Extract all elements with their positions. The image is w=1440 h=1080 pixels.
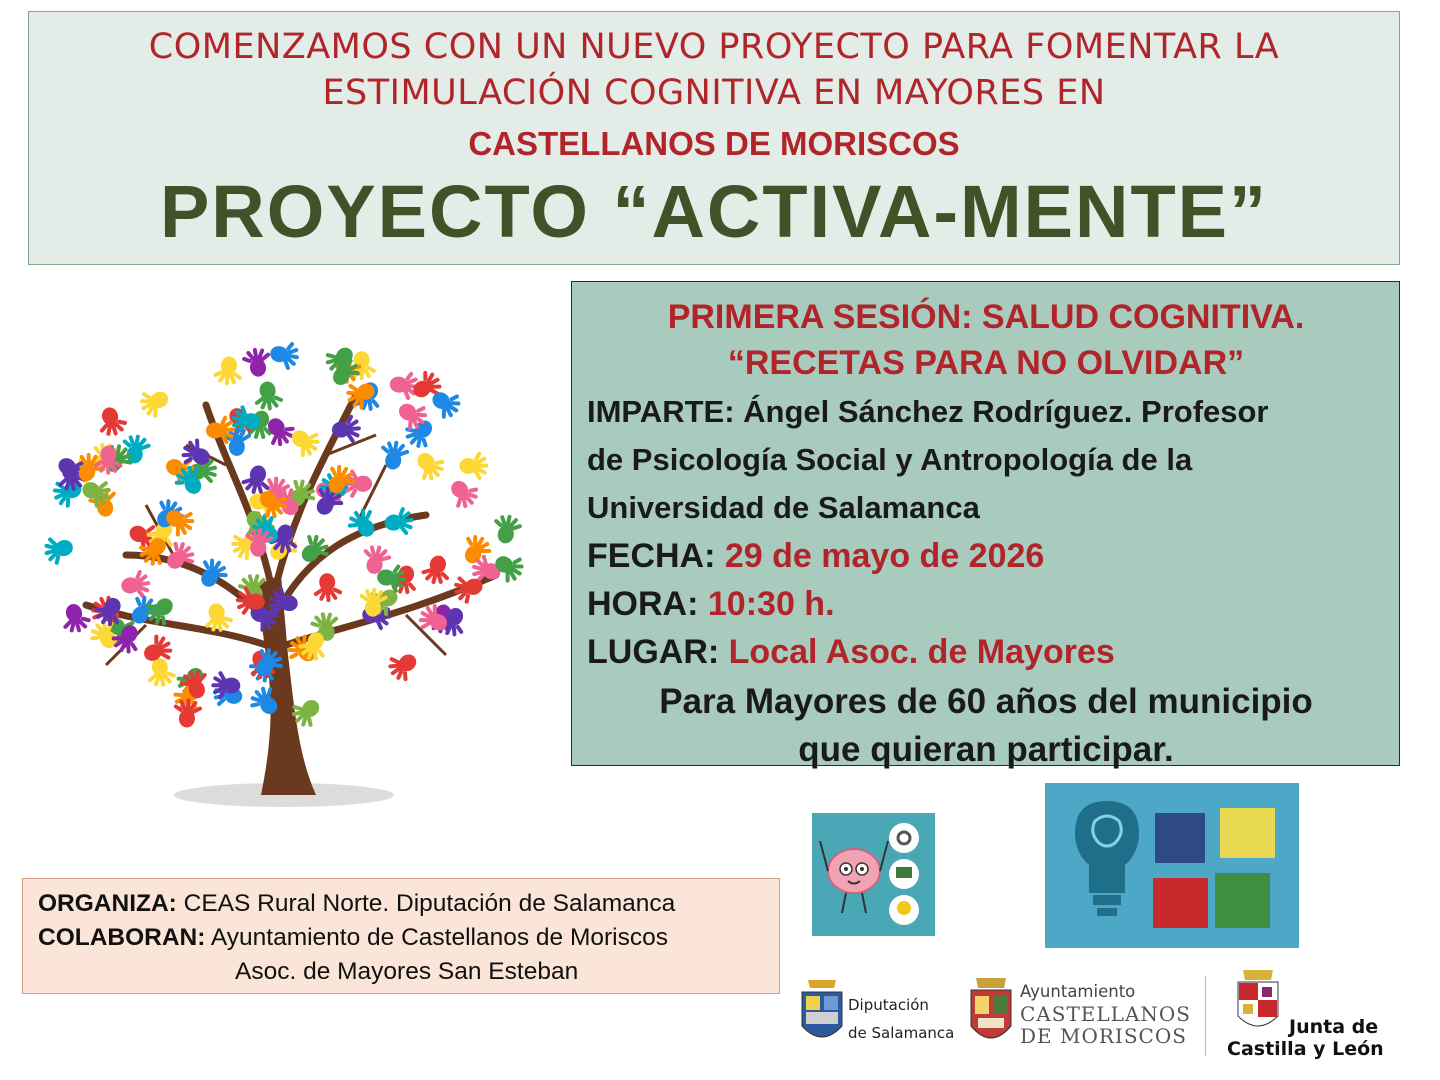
- audience-line1: Para Mayores de 60 años del municipio: [659, 682, 1313, 721]
- organiza-value: CEAS Rural Norte. Diputación de Salamanca: [183, 890, 676, 917]
- hand-shape: [41, 531, 77, 568]
- session-info-box: [571, 281, 1400, 769]
- hand-shape: [252, 380, 285, 412]
- date-value: 29 de mayo de 2026: [724, 537, 1045, 575]
- tree-of-hands-illustration: [26, 325, 546, 820]
- hand-shape: [212, 355, 245, 387]
- hand-shape: [120, 568, 152, 601]
- hand-shape: [459, 451, 489, 481]
- hand-shape: [93, 403, 130, 440]
- speaker-line1: IMPARTE: Ángel Sánchez Rodríguez. Profesor: [587, 394, 1269, 429]
- place-value: Local Asoc. de Mayores: [728, 633, 1115, 671]
- ayuntamiento-line2: CASTELLANOS: [1020, 1002, 1191, 1026]
- time-value: 10:30 h.: [707, 585, 835, 623]
- audience-line2: que quieran participar.: [798, 730, 1174, 769]
- speaker-line3: Universidad de Salamanca: [587, 490, 980, 525]
- place-label: LUGAR:: [587, 633, 720, 671]
- time-row: [587, 580, 1385, 628]
- session-subtitle: “RECETAS PARA NO OLVIDAR”: [727, 344, 1245, 382]
- organiza-row: [38, 887, 779, 921]
- hand-shape: [135, 382, 175, 422]
- header-town: CASTELLANOS DE MORISCOS: [468, 125, 960, 162]
- brain-character-icon: [812, 813, 935, 936]
- hand-shape: [489, 512, 524, 547]
- ayuntamiento-logo: [968, 974, 1191, 1054]
- hand-shape: [377, 438, 411, 472]
- speaker-line2: de Psicología Social y Antropología de la: [587, 442, 1193, 477]
- hand-shape: [240, 345, 274, 379]
- place-row: [587, 628, 1385, 676]
- junta-line2: Castilla y León: [1227, 1038, 1384, 1060]
- diputacion-line1: Diputación: [848, 996, 929, 1014]
- junta-line1: Junta de: [1289, 1016, 1379, 1038]
- colaboran-label: COLABORAN:: [38, 924, 206, 951]
- hand-shape: [312, 572, 344, 603]
- date-row: [587, 532, 1385, 580]
- hand-shape: [419, 552, 455, 587]
- diputacion-line2: de Salamanca: [848, 1024, 955, 1042]
- header-banner: [28, 11, 1400, 265]
- organizers-box: [22, 878, 780, 994]
- colaboran-value2: Asoc. de Mayores San Esteban: [235, 958, 579, 985]
- hand-shape: [383, 505, 416, 538]
- hand-shape: [443, 473, 484, 514]
- hand-shape: [409, 445, 450, 486]
- hand-shape: [268, 338, 302, 372]
- session-title: PRIMERA SESIÓN: SALUD COGNITIVA.: [667, 298, 1305, 336]
- ayuntamiento-shield-icon: [968, 974, 1014, 1050]
- colaboran-row: [38, 921, 779, 955]
- speaker-info: [587, 388, 1385, 532]
- project-title: PROYECTO “ACTIVA-MENTE”: [159, 170, 1269, 253]
- diputacion-logo: [800, 976, 960, 1054]
- hand-shape: [144, 655, 179, 689]
- ayuntamiento-line3: DE MORISCOS: [1020, 1024, 1187, 1048]
- diputacion-shield-icon: [800, 976, 844, 1050]
- colaboran-row2: [38, 955, 779, 989]
- header-intro-line1: COMENZAMOS CON UN NUEVO PROYECTO PARA FOMENTAR LA: [148, 27, 1280, 67]
- logo-divider: [1205, 976, 1206, 1056]
- junta-logo: [1205, 968, 1385, 1064]
- puzzle-brain-lightbulb-icon: [1045, 783, 1299, 948]
- date-label: FECHA:: [587, 537, 716, 575]
- hand-shape: [383, 645, 424, 686]
- junta-shield-icon: [1235, 968, 1281, 1036]
- time-label: HORA:: [587, 585, 699, 623]
- colaboran-value1: Ayuntamiento de Castellanos de Moriscos: [210, 924, 669, 951]
- header-intro-line2: ESTIMULACIÓN COGNITIVA EN MAYORES EN: [322, 73, 1106, 113]
- organiza-label: ORGANIZA:: [38, 890, 177, 917]
- hand-shape: [343, 469, 372, 499]
- audience-info: [587, 678, 1385, 774]
- ayuntamiento-line1: Ayuntamiento: [1020, 982, 1136, 1001]
